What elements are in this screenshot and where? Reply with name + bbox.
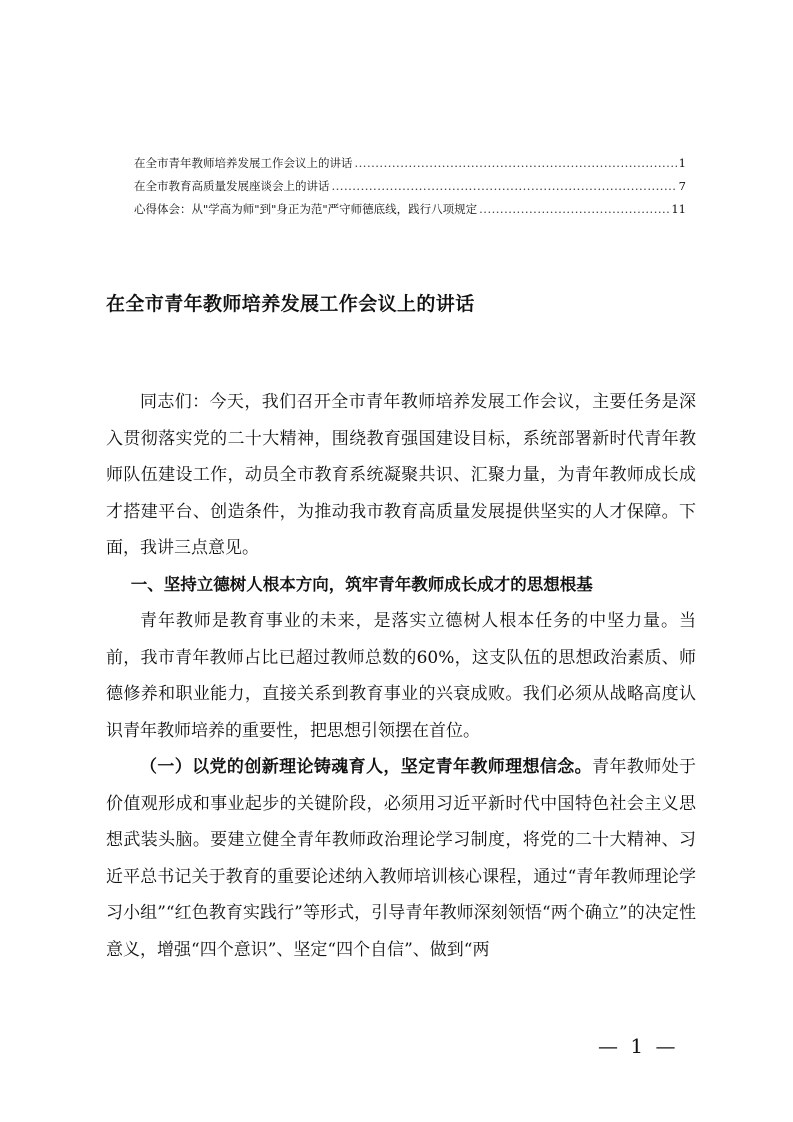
toc-entry-page: 7 [678,179,686,193]
toc-entry[interactable] [134,198,686,221]
toc-entry-page: 1 [678,156,686,170]
body-paragraph: 青年教师是教育事业的未来，是落实立德树人根本任务的中坚力量。当前，我市青年教师占比已超过教师总数的60%，这支队伍的思想政治素质、师德修养和职业能力，直接关系到教育事业的兴衰成败。我们必须从战略高度认识青年教师培养的重要性，把思想引领摆在首位。 [106,611,696,741]
toc-entry-title: 在全市青年教师培养发展工作会议上的讲话 [134,156,353,170]
toc-entry[interactable] [134,152,686,175]
table-of-contents [134,152,686,221]
toc-leader-dots [479,198,669,221]
toc-entry-page: 11 [671,202,686,216]
toc-leader-dots [332,175,677,198]
toc-entry-title: 在全市教育高质量发展座谈会上的讲话 [134,179,330,193]
toc-leader-dots [355,152,677,175]
subsection-heading: （一）以党的创新理论铸魂育人，坚定青年教师理想信念。 [140,757,593,777]
subsection-text: 青年教师处于价值观形成和事业起步的关键阶段，必须用习近平新时代中国特色社会主义思想武装头脑。要建立健全青年教师政治理论学习制度，将党的二十大精神、习近平总书记关于教育的重要论述纳入教师培训核心课程，通过“青年教师理论学习小组”“红色教育实践行”等形式，引导青年教师深刻领悟“两个确立”的决定性意义，增强“四个意识”、坚定“四个自信”、做到“两 [106,757,697,960]
toc-entry[interactable] [134,175,686,198]
subsection-paragraph [106,749,696,968]
opening-paragraph: 同志们：今天，我们召开全市青年教师培养发展工作会议，主要任务是深入贯彻落实党的二十大精神，围绕教育强国建设目标，系统部署新时代青年教师队伍建设工作，动员全市教育系统凝聚共识、汇聚力量，为青年教师成长成才搭建平台、创造条件，为推动我市教育高质量发展提供坚实的人才保障。下面，我讲三点意见。 [106,392,696,558]
section-heading: 一、坚持立德树人根本方向，筑牢青年教师成长成才的思想根基 [130,574,593,594]
document-title: 在全市青年教师培养发展工作会议上的讲话 [106,293,475,315]
toc-entry-title: 心得体会：从"学高为师"到"身正为范"严守师德底线，践行八项规定 [134,202,478,216]
document-body [106,384,696,968]
page-number: — 1 — [598,1034,679,1058]
